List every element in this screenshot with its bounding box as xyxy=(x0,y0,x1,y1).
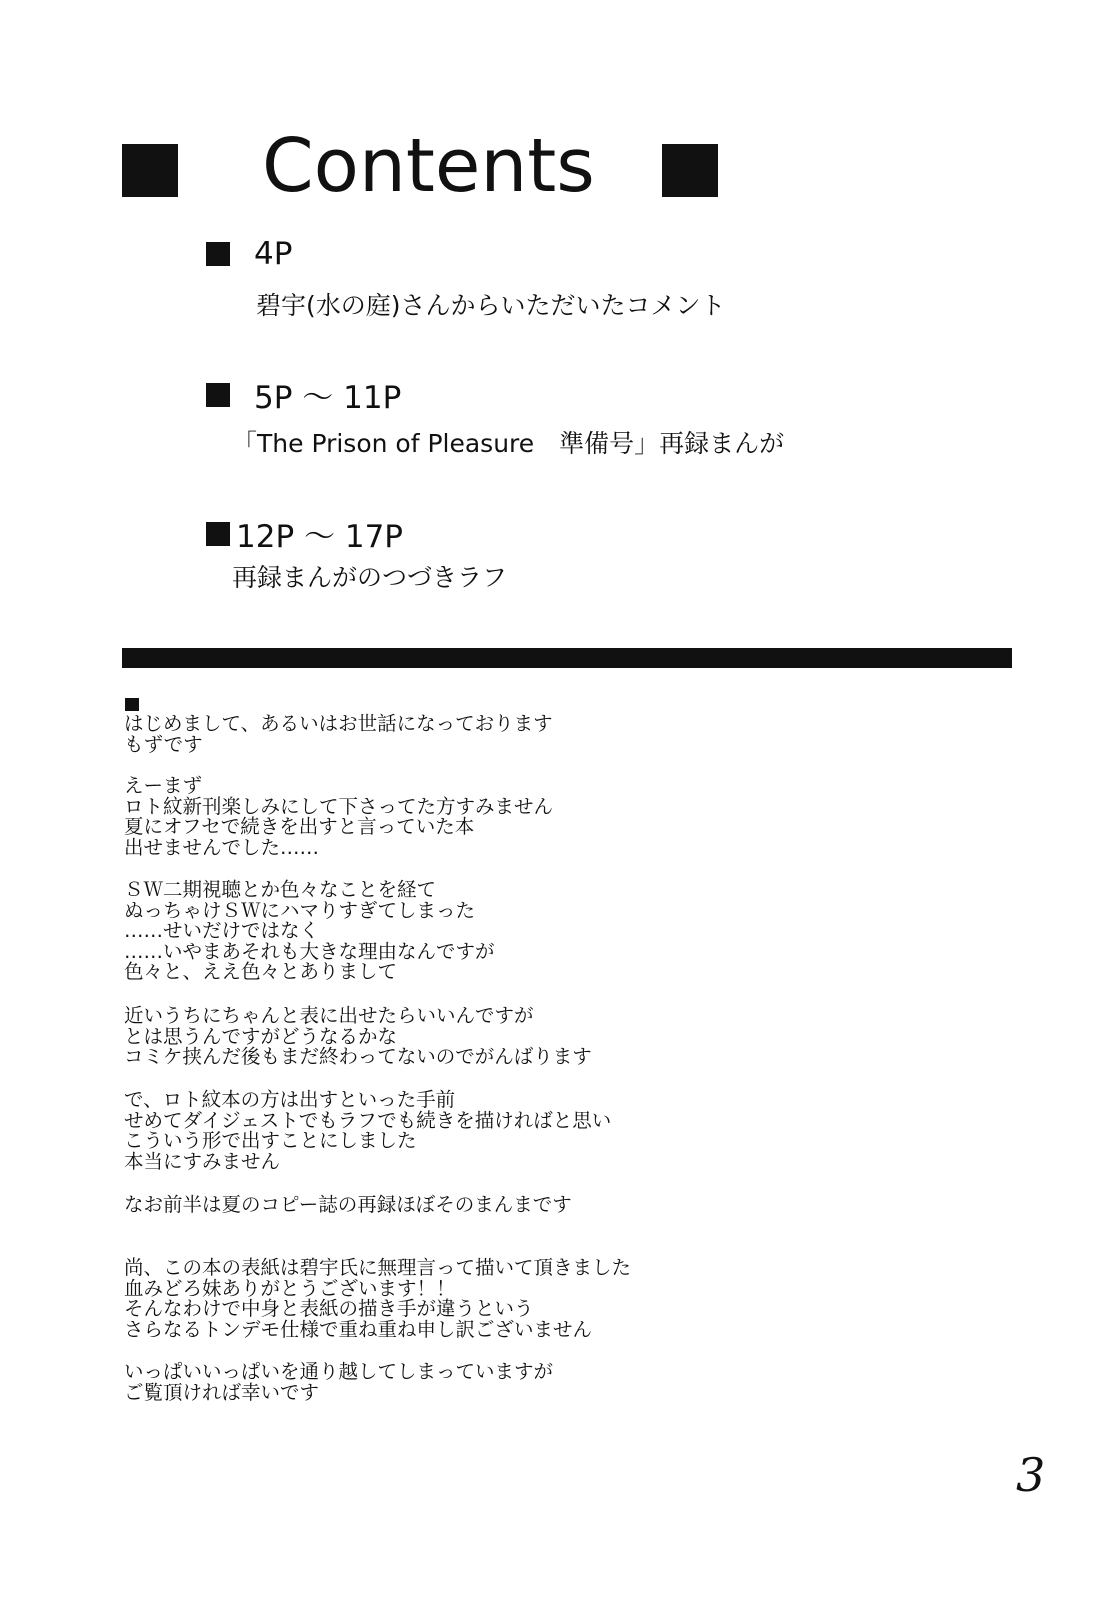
toc-description: 再録まんがのつづきラフ xyxy=(232,563,508,592)
toc-marker xyxy=(206,242,230,266)
note-line: はじめまして、あるいはお世話になっております xyxy=(124,712,553,735)
note-line: 夏にオフセで続きを出すと言っていた本 xyxy=(124,815,475,838)
toc-entry-2 xyxy=(206,372,401,417)
note-line: そんなわけで中身と表紙の描き手が違うという xyxy=(124,1297,534,1320)
note-line: コミケ挟んだ後もまだ終わってないのでがんばります xyxy=(124,1045,592,1068)
note-paragraph-8 xyxy=(124,1362,553,1403)
note-line: ぬっちゃけＳＷにハマりすぎてしまった xyxy=(124,898,476,922)
note-line: 色々と、ええ色々とありまして xyxy=(124,960,398,983)
contents-heading xyxy=(122,123,722,209)
toc-pages: 12P ～ 17P xyxy=(236,519,403,555)
toc-entry-3 xyxy=(206,511,403,556)
note-paragraph-4 xyxy=(124,1006,592,1068)
note-line: 出せませんでした…… xyxy=(124,835,320,859)
note-line: えーまず xyxy=(124,774,203,797)
page-title: Contents xyxy=(262,123,595,209)
note-paragraph-5 xyxy=(124,1090,611,1172)
note-line: ご覧頂ければ幸いです xyxy=(124,1380,320,1404)
note-paragraph-3 xyxy=(124,880,495,983)
toc-description: 碧宇(水の庭)さんからいただいたコメント xyxy=(256,291,726,320)
heading-square-right xyxy=(662,144,718,197)
note-line: 近いうちにちゃんと表に出せたらいいんですが xyxy=(124,1004,534,1027)
toc-pages: 4P xyxy=(254,236,293,272)
note-line: ロト紋新刊楽しみにして下さってた方すみません xyxy=(124,794,554,818)
note-line: 血みどろ妹ありがとうございます！！ xyxy=(124,1276,456,1300)
note-line: 尚、この本の表紙は碧宇氏に無理言って描いて頂きました xyxy=(124,1256,632,1279)
note-paragraph-7 xyxy=(124,1258,631,1340)
toc-description: 「The Prison of Pleasure 準備号」再録まんが xyxy=(232,429,785,458)
heading-square-left xyxy=(122,144,178,197)
section-divider xyxy=(122,648,1012,668)
toc-entry-1 xyxy=(206,236,292,272)
note-paragraph-1 xyxy=(124,714,553,755)
note-line: とは思うんですがどうなるかな xyxy=(124,1024,398,1048)
note-paragraph-2 xyxy=(124,776,553,858)
toc-marker xyxy=(206,522,230,546)
page-number: 3 xyxy=(1016,1448,1046,1502)
note-line: ……せいだけではなく xyxy=(124,919,320,942)
note-line: こういう形で出すことにしました xyxy=(124,1129,417,1152)
note-line: さらなるトンデモ仕様で重ね重ね申し訳ございません xyxy=(124,1317,593,1341)
note-line: いっぱいいっぱいを通り越してしまっていますが xyxy=(124,1360,554,1383)
note-line: ＳＷ二期視聴とか色々なことを経て xyxy=(124,878,437,901)
note-marker xyxy=(125,698,139,711)
note-line: もずです xyxy=(124,732,203,756)
note-line: ……いやまあそれも大きな理由なんですが xyxy=(124,939,495,963)
note-line: なお前半は夏のコピー誌の再録ほぼそのまんまです xyxy=(124,1193,572,1216)
note-line: せめてダイジェストでもラフでも続きを描ければと思い xyxy=(124,1108,612,1132)
toc-pages: 5P ～ 11P xyxy=(254,380,402,416)
note-line: 本当にすみません xyxy=(124,1149,281,1173)
note-line: で、ロト紋本の方は出すといった手前 xyxy=(124,1088,456,1111)
toc-marker xyxy=(206,383,230,407)
note-paragraph-6 xyxy=(124,1195,572,1216)
